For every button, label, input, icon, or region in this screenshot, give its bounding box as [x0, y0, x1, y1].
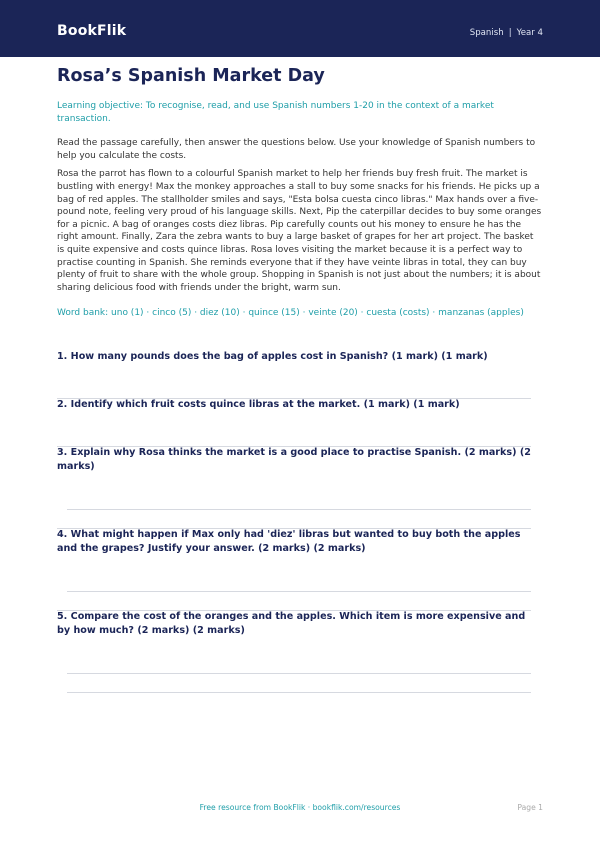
answer-line-4[interactable]: [67, 591, 531, 592]
reading-passage: Rosa the parrot has flown to a colourful Spanish market to help her friends buy fresh fruit. The market is bustling with energy! Max the monkey approaches a stall to buy some snacks for his friends. He picks up a bag of red apples. The stallholder smiles and says, "Esta bolsa cuesta cinco libras." Max hands over a five-pound note, feeling very proud of his language skills. Next, Pip the caterpillar decides to buy some oranges for a picnic. A bag of oranges costs diez libras. Pip carefully counts out his money to ensure he has the right amount. Finally, Zara the zebra wants to buy a large basket of grapes for her art project. The basket is quite expensive and costs quince libras. Rosa loves visiting the market because it is a perfect way to practise counting in Spanish. She reminds everyone that if they have veinte libras in total, they can buy plenty of fruit to share with the whole group. Shopping in Spanish is not just about the numbers; it is about sharing delicious food with friends under the bright, warm sun.: [57, 169, 542, 293]
answer-line-3[interactable]: [67, 509, 531, 510]
answer-line-5b[interactable]: [67, 692, 531, 693]
page-title: Rosa’s Spanish Market Day: [57, 66, 325, 86]
meta-separator: |: [508, 28, 512, 38]
subject-label: Spanish: [469, 28, 504, 38]
question-1: 1. How many pounds does the bag of apples cost in Spanish? (1 mark) (1 mark): [57, 351, 488, 362]
header-bar: [0, 0, 600, 57]
word-bank: Word bank: uno (1) · cinco (5) · diez (10) · quince (15) · veinte (20) · cuesta (costs) · manzanas (apples): [57, 308, 524, 319]
learning-objective: Learning objective: To recognise, read, and use Spanish numbers 1-20 in the context of a market transaction.: [57, 101, 494, 124]
subject-year-label: [470, 28, 543, 38]
answer-line-5a[interactable]: [67, 673, 531, 674]
instructions: Read the passage carefully, then answer the questions below. Use your knowledge of Spanish numbers to help you calculate the costs.: [57, 138, 536, 161]
brand-logo: BookFlik: [57, 23, 127, 39]
question-5: 5. Compare the cost of the oranges and the apples. Which item is more expensive and by how much? (2 marks) (2 marks): [57, 611, 526, 636]
question-4: 4. What might happen if Max only had 'diez' libras but wanted to buy both the apples and the grapes? Justify your answer. (2 marks) (2 marks): [57, 529, 521, 554]
year-label: Year 4: [516, 28, 543, 38]
question-2: 2. Identify which fruit costs quince libras at the market. (1 mark) (1 mark): [57, 399, 460, 410]
footer-resource-link[interactable]: Free resource from BookFlik · bookflik.com/resources: [199, 803, 401, 812]
question-3: 3. Explain why Rosa thinks the market is a good place to practise Spanish. (2 marks) (2 marks): [57, 447, 531, 472]
worksheet-body: [57, 66, 543, 320]
page-number: Page 1: [517, 803, 543, 812]
